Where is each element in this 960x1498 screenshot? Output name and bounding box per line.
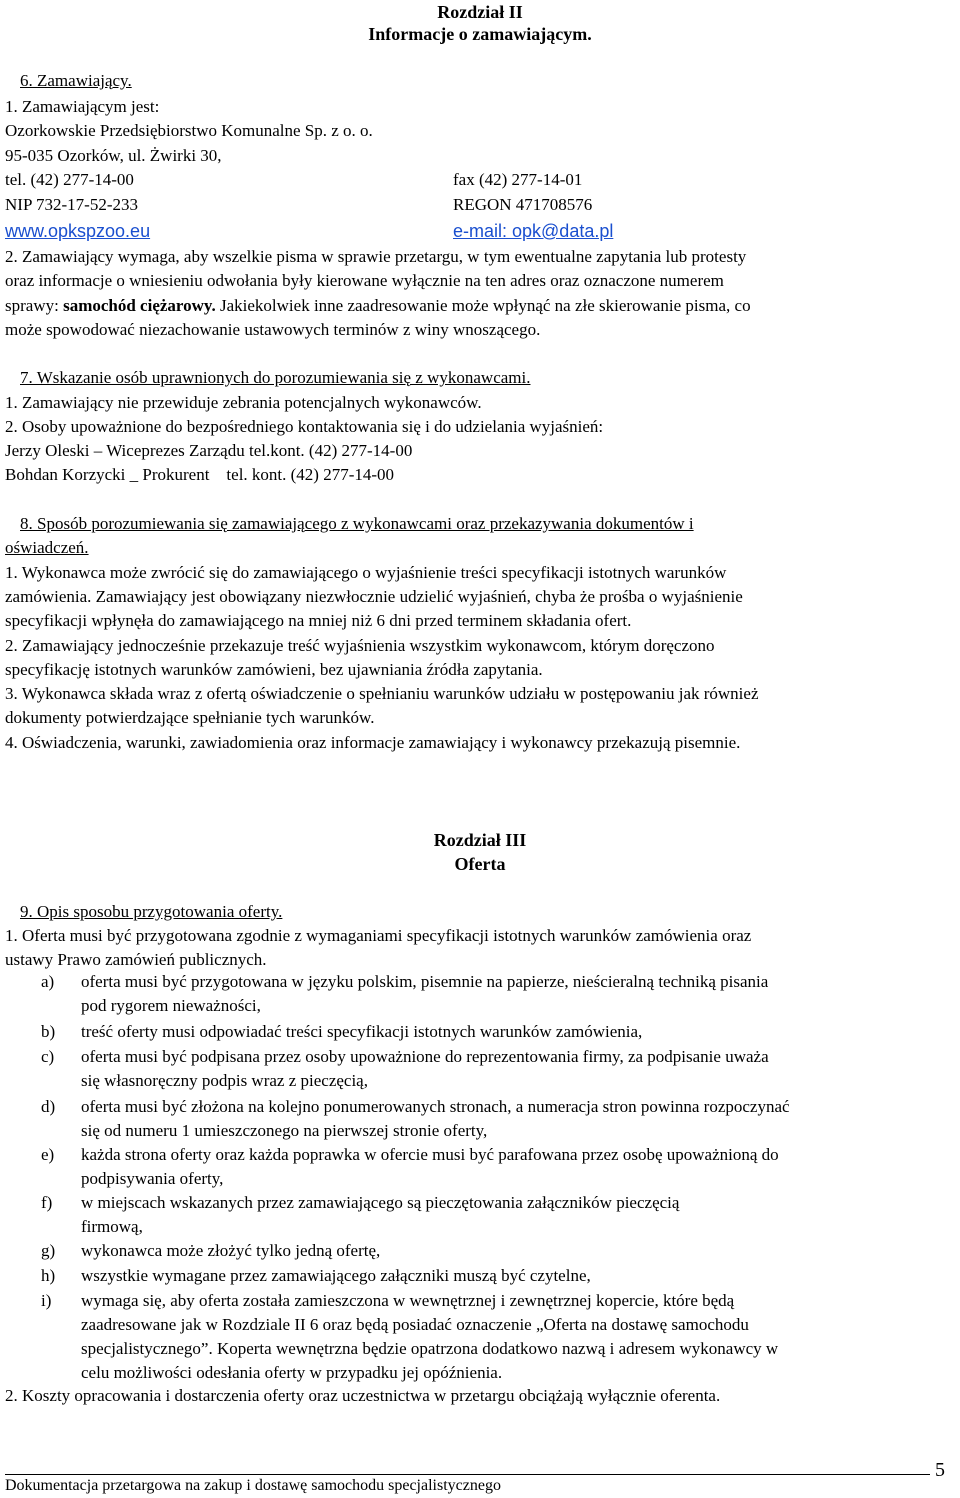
website-link[interactable]: www.opkspzoo.eu [5, 221, 151, 241]
section-heading: 7. Wskazanie osób uprawnionych do porozumiewania się z wykonawcami. [20, 368, 531, 387]
paragraph: 1. Zamawiającym jest: [5, 97, 160, 116]
paragraph: 1. Zamawiający nie przewiduje zebrania potencjalnych wykonawców. [5, 393, 482, 412]
paragraph-line: specyfikacji wpłynęła do zamawiającego na mniej niż 6 dni przed terminem składania ofert. [5, 611, 632, 630]
list-item-label: c) [41, 1047, 55, 1066]
chapter-heading: Rozdział III [433, 830, 527, 850]
page-number: 5 [935, 1459, 945, 1481]
text: Jakiekolwiek inne zaadresowanie może wpłynąć na złe skierowanie pisma, co [215, 296, 751, 315]
paragraph-line: zamówienia. Zamawiający jest obowiązany niezwłocznie udzielić wyjaśnień, chyba że prośba o wyjaśnienie [5, 587, 743, 606]
list-item-label: i) [41, 1291, 52, 1310]
chapter-heading: Rozdział II [437, 2, 523, 22]
footer-text: Dokumentacja przetargowa na zakup i dostawę samochodu specjalistycznego [5, 1477, 501, 1494]
paragraph-line: oraz informacje o wniesieniu odwołania były kierowane wyłącznie na ten adres oraz oznaczone numerem [5, 271, 724, 290]
list-item-text: oferta musi być podpisana przez osoby upoważnione do reprezentowania firmy, za podpisanie uważa [81, 1047, 769, 1066]
list-item-text: zaadresowane jak w Rozdziale II 6 oraz będą posiadać oznaczenie „Oferta na dostawę samochodu [81, 1315, 749, 1334]
list-item-label: d) [41, 1097, 56, 1116]
paragraph-line: dokumenty potwierdzające spełnianie tych warunków. [5, 708, 375, 727]
org-name: Ozorkowskie Przedsiębiorstwo Komunalne Sp. z o. o. [5, 121, 373, 140]
paragraph: 2. Koszty opracowania i dostarczenia oferty oraz uczestnictwa w przetargu obciążają wyłącznie oferenta. [5, 1386, 721, 1405]
org-address: 95-035 Ozorków, ul. Żwirki 30, [5, 146, 222, 165]
list-item-text: celu możliwości odesłania oferty w przypadku jej opóźnienia. [81, 1363, 503, 1382]
list-item-text: wymaga się, aby oferta została zamieszczona w wewnętrznej i zewnętrznej kopercie, które będą [81, 1291, 735, 1310]
list-item-text: się własnoręczny podpis wraz z pieczęcią, [81, 1071, 368, 1090]
paragraph-line: może spowodować niezachowanie ustawowych terminów z winy wnoszącego. [5, 320, 541, 339]
list-item-text: wykonawca może złożyć tylko jedną ofertę, [81, 1241, 381, 1260]
list-item-text: podpisywania oferty, [81, 1169, 224, 1188]
paragraph: 2. Osoby upoważnione do bezpośredniego kontaktowania się i do udzielania wyjaśnień: [5, 417, 604, 436]
section-heading-cont: oświadczeń. [5, 538, 89, 557]
list-item-text: wszystkie wymagane przez zamawiającego załączniki muszą być czytelne, [81, 1266, 591, 1285]
paragraph-line: 2. Zamawiający wymaga, aby wszelkie pisma w sprawie przetargu, w tym ewentualne zapytania lub protesty [5, 247, 747, 266]
org-phone: tel. (42) 277-14-00 [5, 170, 134, 189]
list-item-text: w miejscach wskazanych przez zamawiającego są pieczętowania załączników pieczęcią [81, 1193, 680, 1212]
paragraph-line [5, 295, 751, 317]
list-item-text: pod rygorem nieważności, [81, 996, 261, 1015]
chapter-title: Informacje o zamawiającym. [368, 24, 592, 44]
list-item-text: się od numeru 1 umieszczonego na pierwszej stronie oferty, [81, 1121, 488, 1140]
list-item-label: g) [41, 1241, 56, 1260]
org-regon: REGON 471708576 [453, 195, 593, 214]
paragraph-line: ustawy Prawo zamówień publicznych. [5, 950, 267, 969]
paragraph-line: 2. Zamawiający jednocześnie przekazuje treść wyjaśnienia wszystkim wykonawcom, którym doręczono [5, 636, 715, 655]
chapter-title: Oferta [454, 854, 506, 874]
text: sprawy: [5, 296, 64, 315]
list-item-label: e) [41, 1145, 55, 1164]
list-item-text: treść oferty musi odpowiadać treści specyfikacji istotnych warunków zamówienia, [81, 1022, 643, 1041]
paragraph-line: 3. Wykonawca składa wraz z ofertą oświadczenie o spełnianiu warunków udziału w postępowaniu jak również [5, 684, 759, 703]
list-item-text: specjalistycznego”. Koperta wewnętrzna będzie opatrzona dodatkowo nazwą i adresem wykonawcy w [81, 1339, 779, 1358]
org-fax: fax (42) 277-14-01 [453, 170, 583, 189]
paragraph-line: specyfikację istotnych warunków zamówieni, bez ujawniania źródła zapytania. [5, 660, 543, 679]
contact-person: Bohdan Korzycki _ Prokurent tel. kont. (42) 277-14-00 [5, 465, 395, 484]
contact-person: Jerzy Oleski – Wiceprezes Zarządu tel.kont. (42) 277-14-00 [5, 441, 413, 460]
list-item-text: firmową, [81, 1217, 143, 1236]
list-item-text: oferta musi być przygotowana w języku polskim, pisemnie na papierze, nieścieralną techniką pisania [81, 972, 769, 991]
list-item-label: f) [41, 1193, 53, 1212]
list-item-text: każda strona oferty oraz każda poprawka w ofercie musi być parafowana przez osobę upoważnioną do [81, 1145, 779, 1164]
list-item-label: a) [41, 972, 55, 991]
section-heading: 9. Opis sposobu przygotowania oferty. [20, 902, 283, 921]
list-item-label: b) [41, 1022, 56, 1041]
case-number: samochód ciężarowy. [63, 296, 216, 315]
paragraph-line: 1. Oferta musi być przygotowana zgodnie z wymaganiami specyfikacji istotnych warunków zamówienia oraz [5, 926, 752, 945]
section-heading: 8. Sposób porozumiewania się zamawiającego z wykonawcami oraz przekazywania dokumentów i [20, 514, 694, 533]
paragraph-line: 1. Wykonawca może zwrócić się do zamawiającego o wyjaśnienie treści specyfikacji istotnych warunków [5, 563, 727, 582]
section-heading: 6. Zamawiający. [20, 71, 132, 90]
list-item-label: h) [41, 1266, 56, 1285]
list-item-text: oferta musi być złożona na kolejno ponumerowanych stronach, a numeracja stron powinna rozpoczynać [81, 1097, 790, 1116]
org-nip: NIP 732-17-52-233 [5, 195, 138, 214]
paragraph-line: 4. Oświadczenia, warunki, zawiadomienia oraz informacje zamawiający i wykonawcy przekazują pisemnie. [5, 733, 741, 752]
email-link[interactable]: e-mail: opk@data.pl [453, 221, 614, 241]
footer-divider [5, 1474, 930, 1475]
